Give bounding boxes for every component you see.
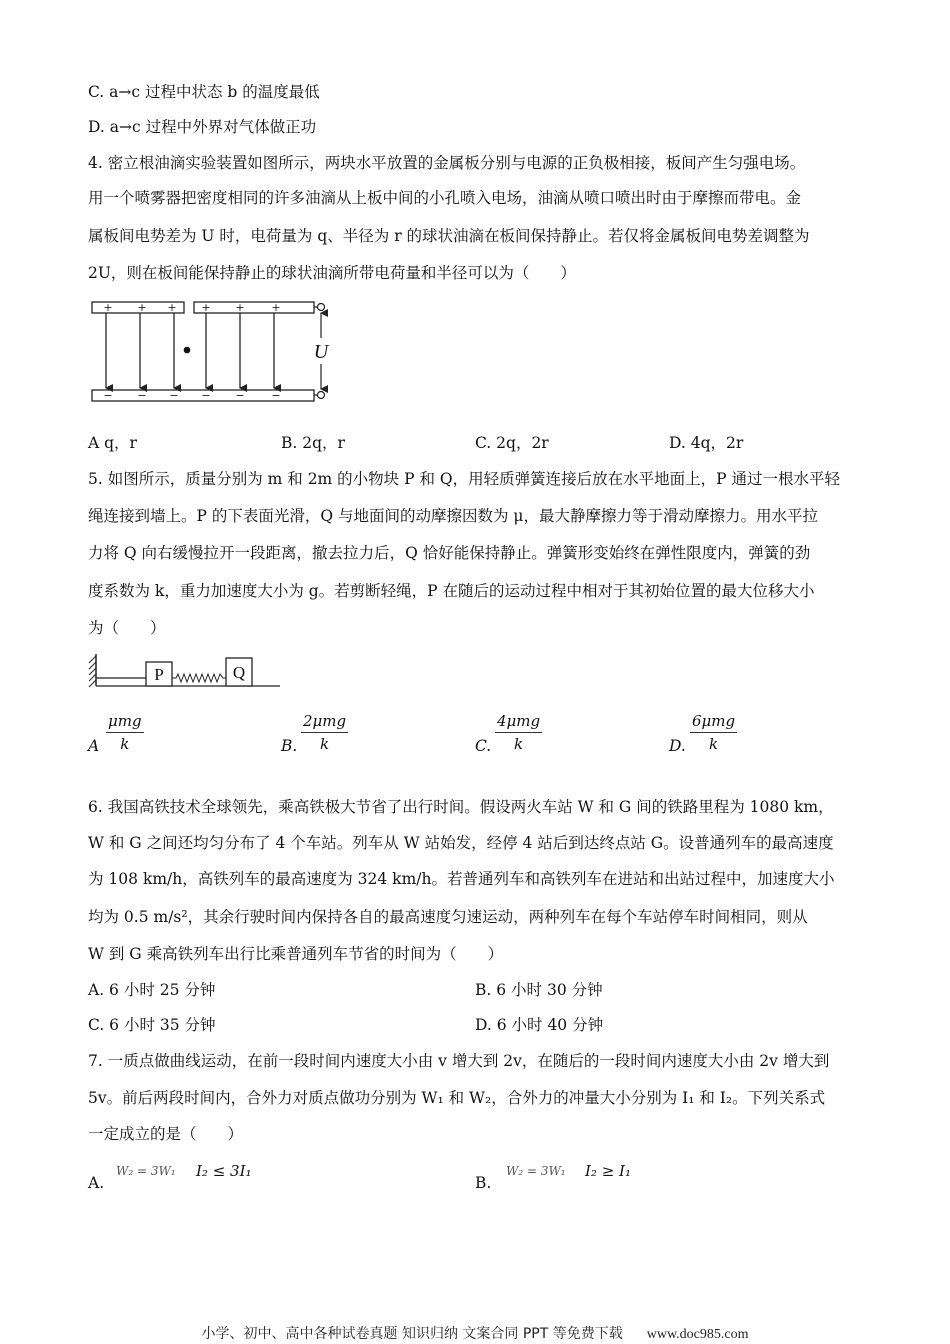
q7-option-a-impulse: I₂ ≤ 3I₁: [196, 1162, 252, 1180]
q5-option-c-label[interactable]: C.: [475, 737, 492, 755]
minus-sign: −: [235, 389, 245, 402]
q4-option-d[interactable]: D. 4q，2r: [669, 434, 744, 452]
plus-sign: +: [103, 301, 113, 314]
q4-option-a[interactable]: A q，r: [88, 434, 137, 452]
minus-sign: −: [169, 389, 179, 402]
q5-stem-line-3: 力将 Q 向右缓慢拉开一段距离，撤去拉力后，Q 恰好能保持静止。弹簧形变始终在弹性限度内，弹簧的劲: [88, 544, 811, 562]
voltage-label: U: [313, 341, 329, 363]
q5-stem-line-5: 为（ ）: [88, 619, 166, 637]
q5-stem-line-1: 5. 如图所示，质量分别为 m 和 2m 的小物块 P 和 Q，用轻质弹簧连接后放在水平地面上，P 通过一根水平轻: [88, 470, 840, 488]
terminal-bottom: [318, 392, 325, 399]
footer-text: 小学、初中、高中各种试卷真题 知识归纳 文案合同 PPT 等免费下载: [201, 1326, 623, 1342]
q7-option-b-label[interactable]: B.: [475, 1174, 492, 1192]
q4-option-c[interactable]: C. 2q，2r: [475, 434, 549, 452]
q5-option-b-fraction: 2μmg k: [303, 712, 347, 753]
q6-stem-line-4: 均为 0.5 m/s²，其余行驶时间内保持各自的最高速度匀速运动，两种列车在每个车站停车时间相同，则从: [88, 908, 808, 926]
q5-option-c-fraction: 4μmg k: [497, 712, 541, 753]
q3-option-c: C. a→c 过程中状态 b 的温度最低: [88, 83, 320, 101]
q5-option-a-fraction: μmg k: [108, 712, 142, 753]
q7-stem-line-3: 一定成立的是（ ）: [88, 1125, 244, 1143]
q6-option-b[interactable]: B. 6 小时 30 分钟: [475, 981, 603, 999]
q4-stem-line-4: 2U，则在板间能保持静止的球状油滴所带电荷量和半径可以为（ ）: [88, 264, 576, 282]
svg-text:Q: Q: [232, 663, 246, 682]
q6-option-a[interactable]: A. 6 小时 25 分钟: [88, 981, 216, 999]
q6-option-d[interactable]: D. 6 小时 40 分钟: [475, 1016, 604, 1034]
q7-option-a-work: W₂ = 3W₁: [116, 1164, 176, 1178]
q6-stem-line-3: 为 108 km/h，高铁列车的最高速度为 324 km/h。若普通列车和高铁列车在进站和出站过程中，加速度大小: [88, 870, 835, 888]
q5-option-d-fraction: 6μmg k: [692, 712, 736, 753]
q7-stem-line-2: 5v。前后两段时间内，合外力对质点做功分别为 W₁ 和 W₂，合外力的冲量大小分别为 I₁ 和 I₂。下列关系式: [88, 1089, 826, 1107]
q4-stem-line-1: 4. 密立根油滴实验装置如图所示，两块水平放置的金属板分别与电源的正负极相接，板间产生匀强电场。: [88, 154, 806, 172]
page-footer: [0, 1323, 950, 1343]
minus-sign: −: [103, 389, 113, 402]
terminal-top: [318, 304, 325, 311]
plus-sign: +: [235, 301, 245, 314]
q7-option-b-impulse: I₂ ≥ I₁: [585, 1162, 631, 1180]
plus-sign: +: [201, 301, 211, 314]
q7-option-a-label[interactable]: A.: [88, 1174, 105, 1192]
spring-blocks-figure: [86, 650, 282, 694]
millikan-apparatus-figure: [88, 296, 338, 408]
plus-sign: +: [271, 301, 281, 314]
minus-sign: −: [137, 389, 147, 402]
q6-stem-line-2: W 和 G 之间还均匀分布了 4 个车站。列车从 W 站始发，经停 4 站后到达终点站 G。设普通列车的最高速度: [88, 834, 834, 852]
q5-stem-line-2: 绳连接到墙上。P 的下表面光滑，Q 与地面间的动摩擦因数为 μ，最大静摩擦力等于滑动摩擦力。用水平拉: [88, 507, 818, 525]
q4-stem-line-2: 用一个喷雾器把密度相同的许多油滴从上板中间的小孔喷入电场，油滴从喷口喷出时由于摩擦而带电。金: [88, 189, 802, 207]
q4-stem-line-3: 属板间电势差为 U 时，电荷量为 q、半径为 r 的球状油滴在板间保持静止。若仅将金属板间电势差调整为: [88, 227, 810, 245]
q5-stem-line-4: 度系数为 k，重力加速度大小为 g。若剪断轻绳，P 在随后的运动过程中相对于其初始位置的最大位移大小: [88, 582, 815, 600]
q4-option-b[interactable]: B. 2q，r: [281, 434, 345, 452]
q6-stem-line-1: 6. 我国高铁技术全球领先，乘高铁极大节省了出行时间。假设两火车站 W 和 G 间的铁路里程为 1080 km，: [88, 798, 834, 816]
oil-droplet: [184, 347, 191, 354]
minus-sign: −: [201, 389, 211, 402]
q7-option-b-work: W₂ = 3W₁: [506, 1164, 566, 1178]
plus-sign: +: [167, 301, 177, 314]
q6-option-c[interactable]: C. 6 小时 35 分钟: [88, 1016, 216, 1034]
q5-option-a-label[interactable]: A: [88, 737, 100, 755]
top-plate-right: [194, 302, 314, 313]
spring: [172, 674, 226, 682]
plus-sign: +: [137, 301, 147, 314]
q5-option-d-label[interactable]: D.: [669, 737, 686, 755]
q3-option-d: D. a→c 过程中外界对气体做正功: [88, 118, 317, 136]
svg-text:P: P: [154, 665, 164, 684]
minus-sign: −: [271, 389, 281, 402]
q6-stem-line-5: W 到 G 乘高铁列车出行比乘普通列车节省的时间为（ ）: [88, 945, 504, 963]
q5-option-b-label[interactable]: B.: [281, 737, 298, 755]
q7-stem-line-1: 7. 一质点做曲线运动，在前一段时间内速度大小由 v 增大到 2v，在随后的一段时间内速度大小由 2v 增大到: [88, 1052, 830, 1070]
footer-link[interactable]: www.doc985.com: [646, 1327, 749, 1342]
